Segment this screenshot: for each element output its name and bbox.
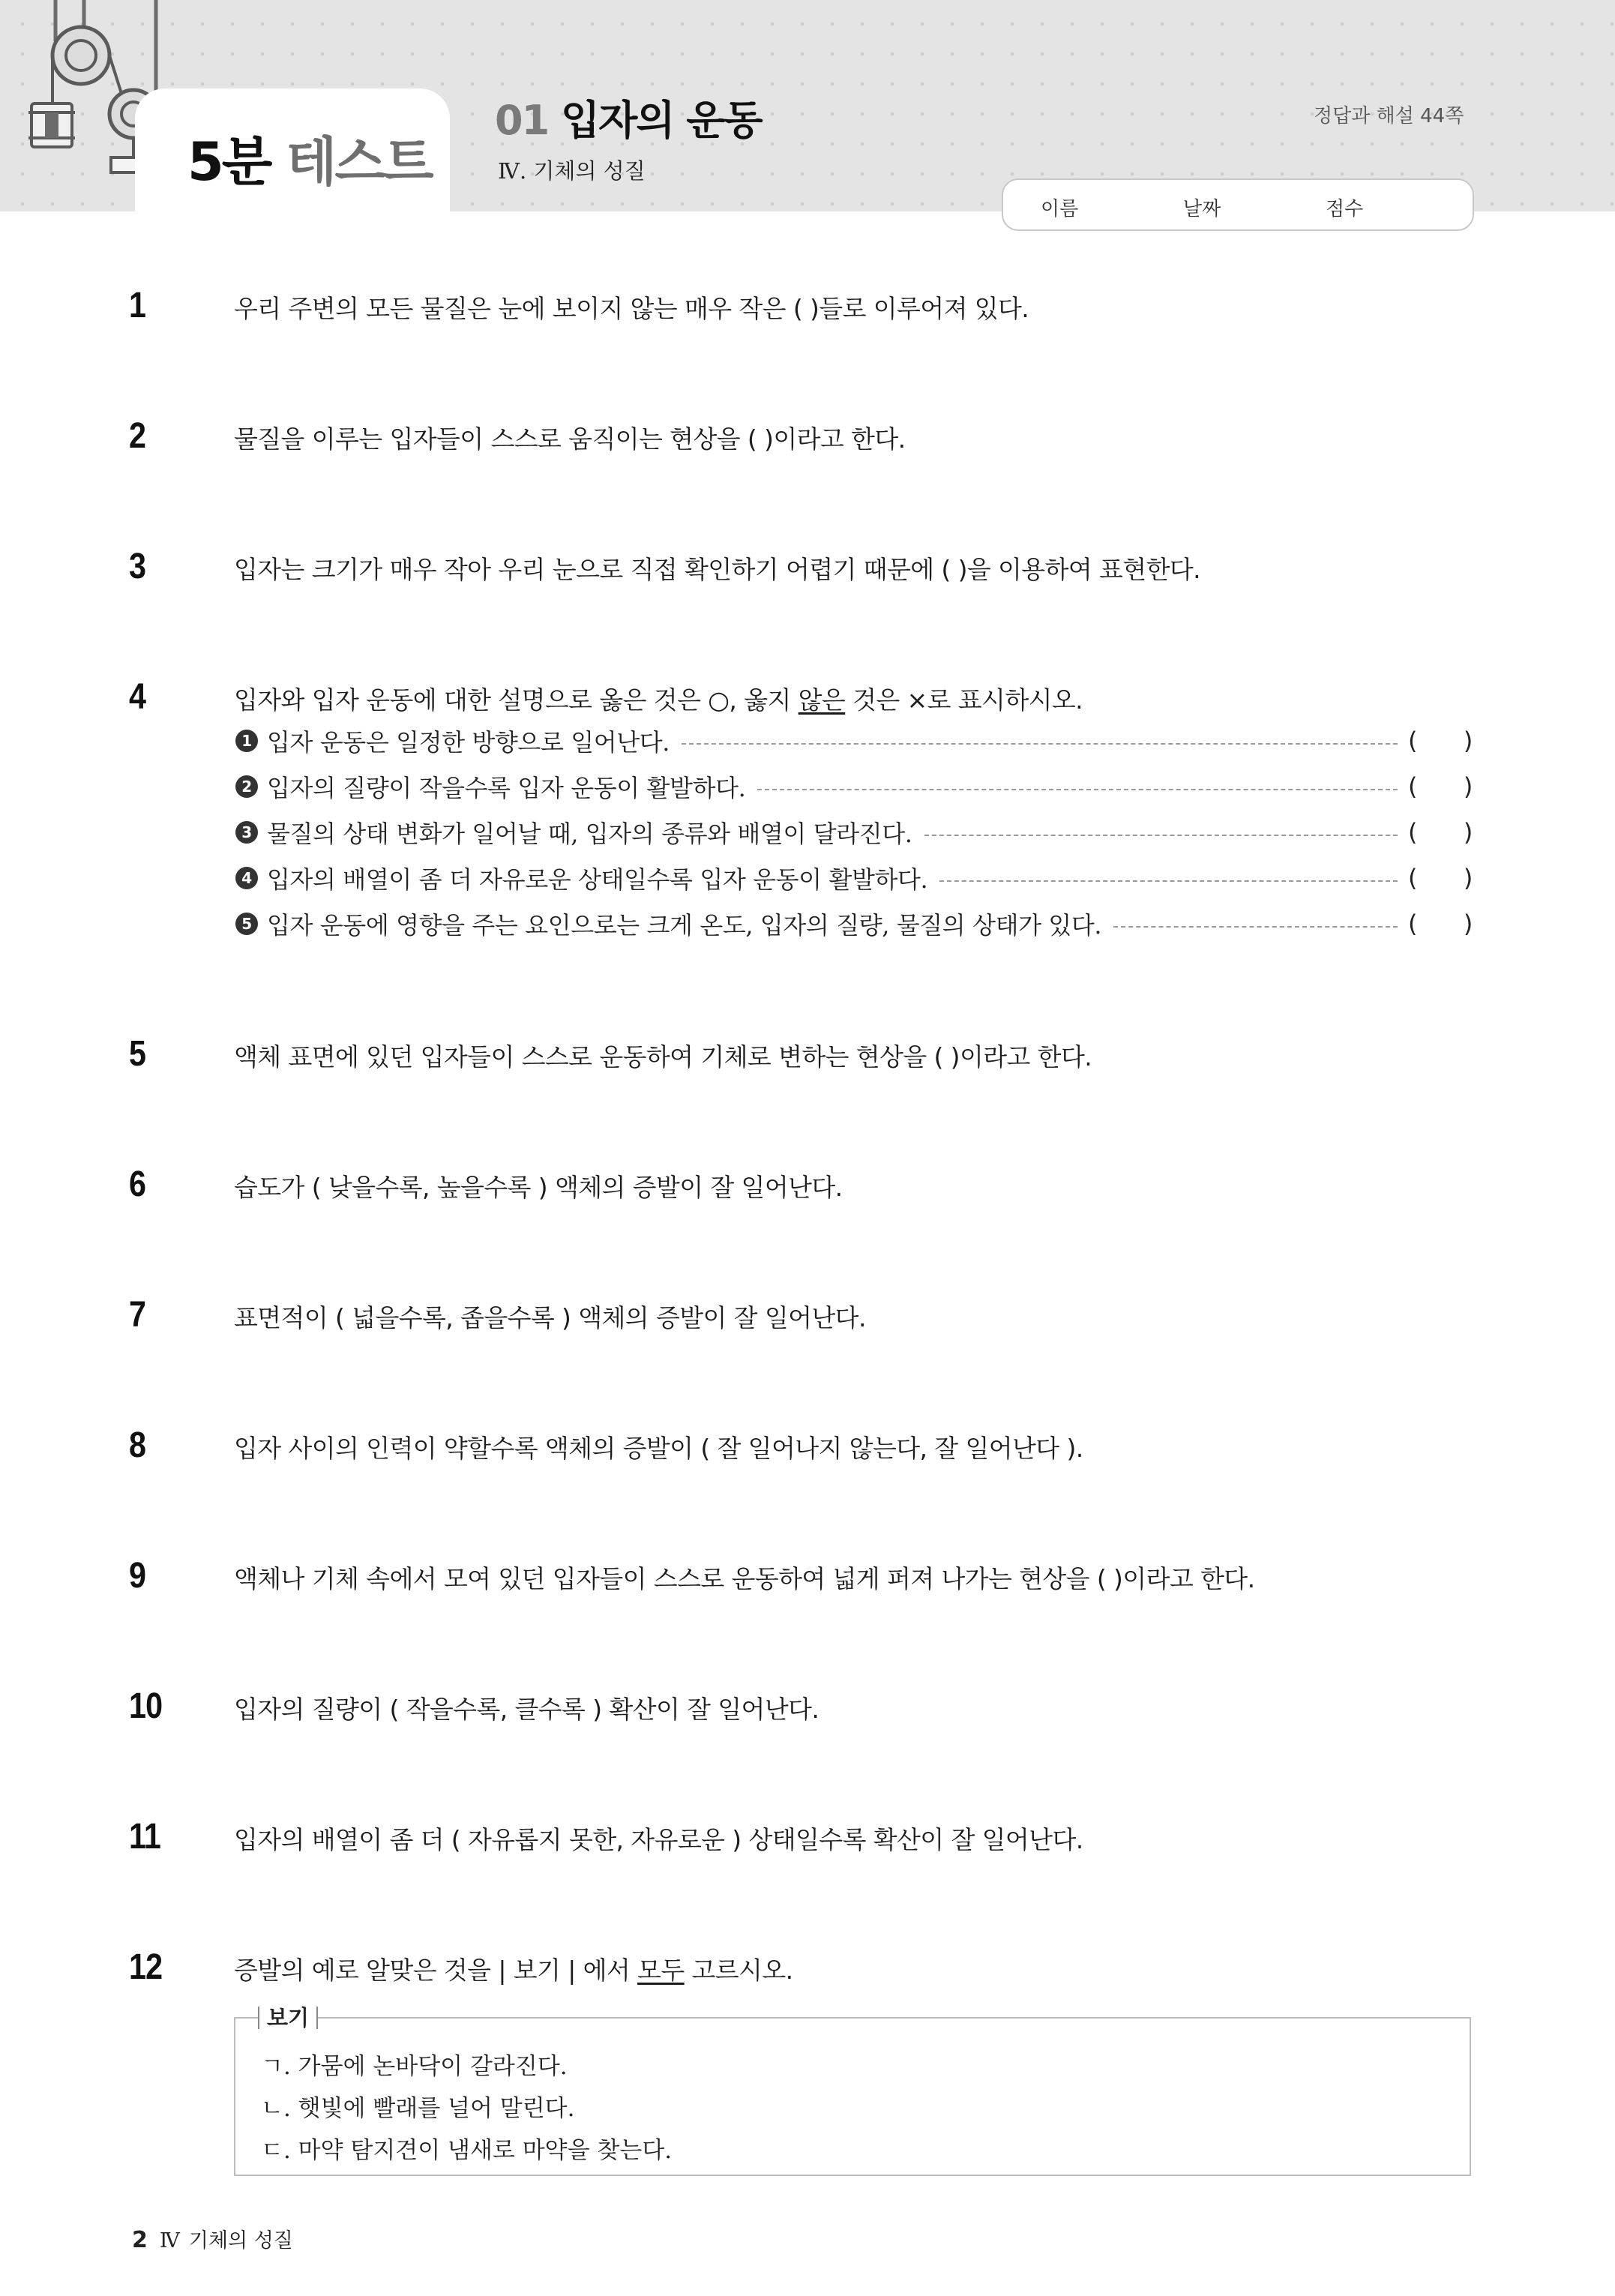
page-footer bbox=[132, 2224, 293, 2253]
tab-title: 5분 테스트 bbox=[187, 131, 432, 193]
answer-blank[interactable]: ( ) bbox=[1408, 727, 1473, 755]
option-text: 입자 운동은 일정한 방향으로 일어난다. bbox=[267, 728, 670, 757]
q4-option-5 bbox=[235, 906, 1473, 942]
question-text: 액체 표면에 있던 입자들이 스스로 운동하여 기체로 변하는 현상을 ( )이라고 한다. bbox=[234, 1042, 1092, 1072]
q4-option-1 bbox=[235, 723, 1473, 759]
question-number: 7 bbox=[129, 1295, 146, 1335]
question-text: 입자는 크기가 매우 작아 우리 눈으로 직접 확인하기 어렵기 때문에 ( )을 이용하여 표현한다. bbox=[234, 555, 1201, 584]
question-text: 습도가 ( 낮을수록, 높을수록 ) 액체의 증발이 잘 일어난다. bbox=[234, 1173, 843, 1202]
option-marker: 2 bbox=[235, 775, 258, 798]
option-marker: 4 bbox=[235, 867, 258, 889]
answer-reference: 정답과 해설 44쪽 bbox=[1314, 105, 1464, 127]
option-text: 입자의 배열이 좀 더 자유로운 상태일수록 입자 운동이 활발하다. bbox=[267, 865, 928, 894]
question-text: 입자와 입자 운동에 대한 설명으로 옳은 것은 ○, 옳지 않은 것은 ×로 표시하시오. bbox=[234, 685, 1083, 715]
question-number: 8 bbox=[129, 1425, 146, 1465]
footer-roman: Ⅳ bbox=[159, 2229, 180, 2253]
bogi-item: ㄱ. 가뭄에 논바닥이 갈라진다. bbox=[261, 2053, 568, 2080]
answer-blank[interactable]: ( ) bbox=[1408, 864, 1473, 892]
score-label: 점수 bbox=[1326, 198, 1364, 220]
question-text: 우리 주변의 모든 물질은 눈에 보이지 않는 매우 작은 ( )들로 이루어져 있다. bbox=[234, 294, 1029, 323]
question-number: 2 bbox=[129, 416, 146, 456]
question-number: 9 bbox=[129, 1556, 146, 1596]
leader-line bbox=[757, 789, 1398, 790]
date-label: 날짜 bbox=[1183, 198, 1221, 220]
answer-blank[interactable]: ( ) bbox=[1408, 772, 1473, 801]
lesson-title: 01 입자의 운동 bbox=[495, 97, 762, 144]
page-number: 2 bbox=[132, 2227, 148, 2253]
question-text: 물질을 이루는 입자들이 스스로 움직이는 현상을 ( )이라고 한다. bbox=[234, 424, 906, 454]
bogi-item: ㄷ. 마약 탐지견이 냄새로 마약을 찾는다. bbox=[261, 2137, 673, 2164]
answer-blank[interactable]: ( ) bbox=[1408, 818, 1473, 847]
leader-line bbox=[939, 880, 1398, 882]
name-label: 이름 bbox=[1041, 198, 1079, 220]
question-text: 증발의 예로 알맞은 것을 | 보기 | 에서 모두 고르시오. bbox=[234, 1956, 793, 1985]
chapter-subtitle: Ⅳ. 기체의 성질 bbox=[498, 158, 646, 184]
leader-line bbox=[1113, 926, 1398, 928]
q4-option-4 bbox=[235, 860, 1473, 896]
question-text: 입자 사이의 인력이 약할수록 액체의 증발이 ( 잘 일어나지 않는다, 잘 일어난다 ). bbox=[234, 1434, 1083, 1463]
question-text: 표면적이 ( 넓을수록, 좁을수록 ) 액체의 증발이 잘 일어난다. bbox=[234, 1303, 866, 1332]
question-number: 11 bbox=[129, 1817, 160, 1857]
question-number: 12 bbox=[129, 1947, 163, 1987]
question-text: 입자의 배열이 좀 더 ( 자유롭지 못한, 자유로운 ) 상태일수록 확산이 잘 일어난다. bbox=[234, 1825, 1083, 1854]
q4-option-2 bbox=[235, 769, 1473, 805]
option-marker: 3 bbox=[235, 821, 258, 844]
question-text: 입자의 질량이 ( 작을수록, 클수록 ) 확산이 잘 일어난다. bbox=[234, 1695, 819, 1724]
question-number: 10 bbox=[129, 1686, 163, 1726]
leader-line bbox=[924, 835, 1398, 836]
footer-chapter: 기체의 성질 bbox=[188, 2229, 293, 2253]
question-text: 액체나 기체 속에서 모여 있던 입자들이 스스로 운동하여 넓게 퍼져 나가는 현상을 ( )이라고 한다. bbox=[234, 1564, 1255, 1593]
question-number: 4 bbox=[129, 677, 146, 717]
bogi-label: 보기 bbox=[258, 2007, 318, 2029]
q4-option-3 bbox=[235, 814, 1473, 850]
option-marker: 5 bbox=[235, 913, 258, 935]
bogi-item: ㄴ. 햇빛에 빨래를 널어 말린다. bbox=[261, 2095, 575, 2122]
question-number: 6 bbox=[129, 1164, 146, 1204]
option-marker: 1 bbox=[235, 730, 258, 752]
option-text: 입자 운동에 영향을 주는 요인으로는 크게 온도, 입자의 질량, 물질의 상태가 있다. bbox=[267, 911, 1102, 940]
question-number: 3 bbox=[129, 547, 146, 586]
answer-blank[interactable]: ( ) bbox=[1408, 910, 1473, 938]
option-text: 물질의 상태 변화가 일어날 때, 입자의 종류와 배열이 달라진다. bbox=[267, 820, 912, 848]
option-text: 입자의 질량이 작을수록 입자 운동이 활발하다. bbox=[267, 774, 746, 802]
bogi-box bbox=[234, 2005, 1471, 2176]
leader-line bbox=[682, 743, 1398, 745]
question-number: 1 bbox=[129, 286, 146, 325]
question-number: 5 bbox=[129, 1034, 146, 1074]
student-info-box bbox=[1002, 178, 1474, 231]
